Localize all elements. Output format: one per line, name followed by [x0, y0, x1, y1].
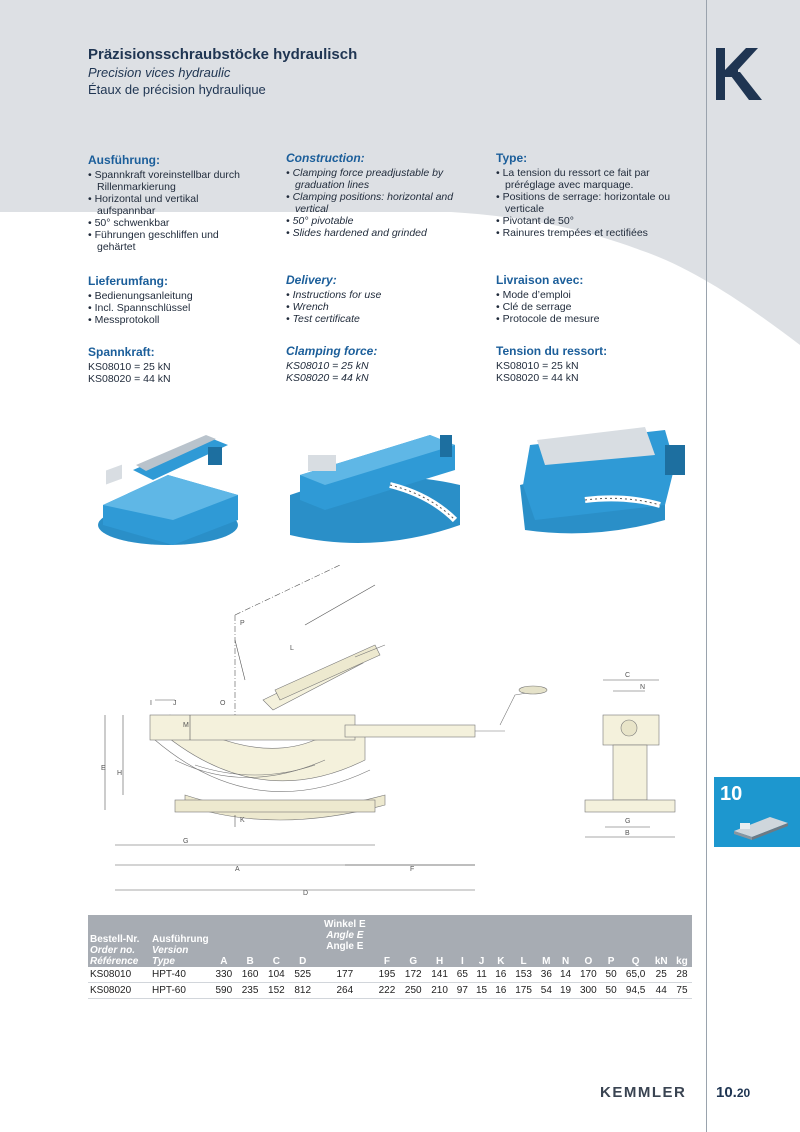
cell-kg: 28 — [672, 967, 692, 983]
cell-B: 160 — [237, 967, 263, 983]
force-line: KS08010 = 25 kN — [286, 360, 369, 372]
delivery-list-de — [88, 290, 258, 326]
header-col: C — [263, 915, 289, 967]
cell-kN: 25 — [651, 967, 672, 983]
title-en: Precision vices hydraulic — [88, 65, 231, 80]
header-col: O — [575, 915, 601, 967]
delivery-list-en — [286, 289, 466, 325]
dim-label-E: E — [101, 765, 106, 772]
header-version-de: Ausführung — [152, 934, 209, 945]
header-col: H — [426, 915, 452, 967]
dim-label-O: O — [220, 700, 226, 707]
header-order-de: Bestell-Nr. — [90, 934, 140, 945]
header-col: kN — [651, 915, 672, 967]
spec-table — [88, 915, 692, 999]
page-number — [716, 1084, 750, 1101]
header-col: A — [211, 915, 237, 967]
cell-H: 141 — [426, 967, 452, 983]
dim-label-G2: G — [625, 818, 631, 825]
page-number-main: 10. — [716, 1084, 737, 1101]
header-version-fr: Type — [152, 956, 175, 967]
cell-K: 16 — [491, 983, 510, 999]
vice-thumbnail-icon — [730, 811, 792, 841]
cell-P: 50 — [601, 967, 620, 983]
header-col: Q — [621, 915, 651, 967]
force-line: KS08010 = 25 kN — [88, 361, 171, 373]
title-block — [88, 46, 357, 97]
header-angle — [316, 915, 374, 967]
cell-G: 250 — [400, 983, 426, 999]
column-de — [88, 154, 258, 253]
execution-heading-de: Ausführung: — [88, 153, 160, 167]
cell-order: KS08010 — [88, 967, 150, 983]
execution-heading-fr: Type: — [496, 151, 528, 165]
cell-N: 19 — [556, 983, 575, 999]
dim-label-N: N — [640, 684, 646, 691]
cell-P: 50 — [601, 983, 620, 999]
table-row — [88, 967, 692, 983]
cell-E: 264 — [316, 983, 374, 999]
cell-Q: 94,5 — [621, 983, 651, 999]
cell-order: KS08020 — [88, 983, 150, 999]
execution-list-fr — [496, 167, 671, 239]
force-line: KS08020 = 44 kN — [88, 373, 171, 385]
cell-O: 300 — [575, 983, 601, 999]
cell-C: 104 — [263, 967, 289, 983]
dim-label-F: F — [410, 866, 415, 873]
force-line: KS08020 = 44 kN — [496, 372, 579, 384]
force-en — [286, 345, 466, 384]
dim-label-A: A — [235, 866, 240, 873]
cell-D: 812 — [290, 983, 316, 999]
cell-B: 235 — [237, 983, 263, 999]
delivery-heading-de: Lieferumfang: — [88, 274, 169, 288]
vice-photo-vertical — [515, 425, 695, 555]
header-version — [150, 915, 211, 967]
list-item: • 50° pivotable — [286, 215, 466, 227]
kemmler-k-logo-icon — [716, 46, 762, 102]
dim-label-H: H — [117, 770, 123, 777]
force-heading-fr: Tension du ressort: — [496, 344, 608, 358]
list-item: • Incl. Spannschlüssel — [88, 302, 258, 314]
page-number-sub: 20 — [736, 1086, 751, 1100]
header-col: N — [556, 915, 575, 967]
list-item: • Horizontal und vertikal aufspannbar — [88, 193, 258, 217]
list-item: • Spannkraft voreinstellbar durch Rillenmarkierung — [88, 169, 258, 193]
list-item: • Positions de serrage: horizontale ou verticale — [496, 191, 671, 215]
force-heading-de: Spannkraft: — [88, 345, 155, 359]
table-header-row — [88, 915, 692, 967]
cell-K: 16 — [491, 967, 510, 983]
header-order-fr: Référence — [90, 956, 139, 967]
list-item: • Clamping force preadjustable by graduation lines — [286, 167, 466, 191]
delivery-heading-en: Delivery: — [286, 273, 337, 287]
cell-I: 65 — [453, 967, 472, 983]
cell-E: 177 — [316, 967, 374, 983]
vice-photo-tilted — [280, 425, 470, 560]
dim-label-M: M — [183, 722, 189, 729]
cell-A: 590 — [211, 983, 237, 999]
header-col: kg — [672, 915, 692, 967]
dim-label-P: P — [240, 620, 245, 627]
dim-label-L: L — [290, 645, 294, 652]
cell-M: 54 — [537, 983, 556, 999]
cell-J: 15 — [472, 983, 491, 999]
dim-label-B: B — [625, 830, 630, 837]
cell-H: 210 — [426, 983, 452, 999]
header-col: J — [472, 915, 491, 967]
force-line: KS08020 = 44 kN — [286, 372, 369, 384]
force-de — [88, 346, 258, 385]
list-item: • Clé de serrage — [496, 301, 671, 313]
section-tab — [714, 777, 800, 847]
dim-label-D: D — [303, 890, 309, 897]
execution-heading-en: Construction: — [286, 151, 365, 165]
list-item: • Test certificate — [286, 313, 466, 325]
header-order — [88, 915, 150, 967]
list-item: • Clamping positions: horizontal and vertical — [286, 191, 466, 215]
section-number: 10 — [720, 783, 743, 805]
title-de: Präzisionsschraubstöcke hydraulisch — [88, 46, 358, 63]
list-item: • Bedienungsanleitung — [88, 290, 258, 302]
force-line: KS08010 = 25 kN — [496, 360, 579, 372]
delivery-fr — [496, 274, 671, 325]
cell-I: 97 — [453, 983, 472, 999]
header-col: K — [491, 915, 510, 967]
header-col: F — [374, 915, 400, 967]
cell-O: 170 — [575, 967, 601, 983]
header-order-en: Order no. — [90, 945, 136, 956]
cell-J: 11 — [472, 967, 491, 983]
list-item: • Messprotokoll — [88, 314, 258, 326]
header-version-en: Version — [152, 945, 189, 956]
right-margin-rule — [706, 0, 707, 1132]
cell-Q: 65,0 — [621, 967, 651, 983]
cell-F: 195 — [374, 967, 400, 983]
cell-L: 175 — [510, 983, 536, 999]
list-item: • Führungen geschliffen und gehärtet — [88, 229, 258, 253]
cell-M: 36 — [537, 967, 556, 983]
list-item: • Mode d’emploi — [496, 289, 671, 301]
delivery-list-fr — [496, 289, 671, 325]
column-fr — [496, 152, 671, 239]
cell-kN: 44 — [651, 983, 672, 999]
header-col: G — [400, 915, 426, 967]
dim-label-G: G — [183, 838, 189, 845]
cell-version: HPT-60 — [150, 983, 211, 999]
list-item: • Wrench — [286, 301, 466, 313]
header-col: P — [601, 915, 620, 967]
force-heading-en: Clamping force: — [286, 344, 378, 358]
list-item: • Protocole de mesure — [496, 313, 671, 325]
execution-list-de — [88, 169, 258, 253]
dim-label-J: J — [173, 700, 177, 707]
cell-A: 330 — [211, 967, 237, 983]
list-item: • Instructions for use — [286, 289, 466, 301]
table-row — [88, 983, 692, 999]
cell-D: 525 — [290, 967, 316, 983]
list-item: • Rainures trempées et rectifiées — [496, 227, 671, 239]
list-item: • Slides hardened and grinded — [286, 227, 466, 239]
delivery-de — [88, 275, 258, 326]
cell-L: 153 — [510, 967, 536, 983]
delivery-en — [286, 274, 466, 325]
header-angle-de: Winkel E — [324, 919, 366, 930]
execution-list-en — [286, 167, 466, 239]
column-en — [286, 152, 466, 239]
dim-label-C: C — [625, 672, 631, 679]
header-col: L — [510, 915, 536, 967]
title-fr: Étaux de précision hydraulique — [88, 82, 266, 97]
cell-C: 152 — [263, 983, 289, 999]
technical-drawing — [95, 565, 695, 905]
cell-N: 14 — [556, 967, 575, 983]
header-col: D — [290, 915, 316, 967]
dim-label-I: I — [150, 700, 152, 707]
vice-photo-horizontal — [88, 425, 258, 555]
footer-brand: KEMMLER — [600, 1084, 687, 1101]
header-col: I — [453, 915, 472, 967]
cell-G: 172 — [400, 967, 426, 983]
cell-kg: 75 — [672, 983, 692, 999]
cell-F: 222 — [374, 983, 400, 999]
header-angle-en: Angle E — [326, 930, 364, 941]
header-angle-fr: Angle E — [326, 941, 364, 952]
list-item: • La tension du ressort ce fait par préréglage avec marquage. — [496, 167, 671, 191]
list-item: • Pivotant de 50° — [496, 215, 671, 227]
list-item: • 50° schwenkbar — [88, 217, 258, 229]
cell-version: HPT-40 — [150, 967, 211, 983]
delivery-heading-fr: Livraison avec: — [496, 273, 584, 287]
header-col: M — [537, 915, 556, 967]
dim-label-K: K — [240, 817, 245, 824]
force-fr — [496, 345, 671, 384]
header-col: B — [237, 915, 263, 967]
